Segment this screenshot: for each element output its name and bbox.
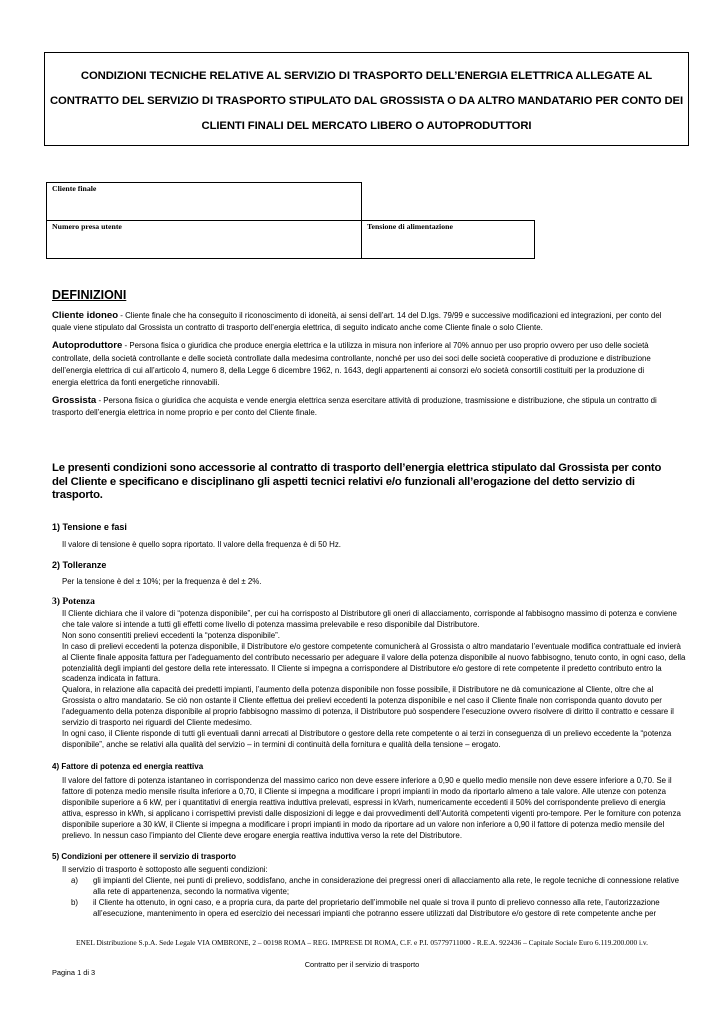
definitions-heading: DEFINIZIONI — [52, 288, 127, 302]
section-2-title: 2) Tolleranze — [52, 560, 107, 570]
list-item-text: il Cliente ha ottenuto, in ogni caso, e a propria cura, da parte del proprietario dell’immobile nel quale si trova il punto di prelievo connesso alla rete, l’autorizzazione all’esecuzione, mantenimento in opera ed esercizio dei necessari impianti che potranno essere utilizzati dal Distributore e/o gestore di rete competente anche per — [93, 897, 660, 918]
section-3-paragraph: In ogni caso, il Cliente risponde di tutti gli eventuali danni arrecati al Distributore o gestore della rete competente o ai terzi in conseguenza di un prelievo eccedente la “potenza disponibile”, anche se relativi alla qualità del servizio – in termini di continuità della fornitura e qualità della tensione – erogato. — [62, 728, 672, 749]
section-4-text: Il valore del fattore di potenza istantaneo in corrispondenza del massimo carico non deve essere inferiore a 0,90 e quello medio mensile non deve essere inferiore a 0,70. Se il fattore di potenza medio mensile risulta inferiore a 0,70, il Cliente si impegna a modificare i propri impianti in modo da riportarlo almeno a tale valore. Alle utenze con potenza disponibile superiore a 6 kW, per i quantitativi di energia reattiva induttiva prelevati, espressi in kVarh, numericamente eccedenti il 50% del corrispondente prelievo di energia attiva, espresso in kWh, si applicano i corrispettivi previsti dalle disposizioni di legge e dai provvedimenti dell’Autorità competenti vigenti pro-tempore. Per le forniture con potenza disponibile superiore a 30 kW, il Cliente si impegna a modificare i propri impianti in modo da riportare ad un valore non inferiore a 0,90 il fattore di potenza medio mensile del prelievo. In nessun caso l’impianto del Cliente deve erogare energia reattiva induttiva verso la rete del Distributore. — [62, 776, 681, 840]
company-footer: ENEL Distribuzione S.p.A. Sede Legale VIA OMBRONE, 2 – 00198 ROMA – REG. IMPRESE DI ROMA, C.F. e P.I. 05779711000 - R.E.A. 922436 – Capitale Sociale Euro 6.119.200.000 i.v. — [76, 938, 648, 947]
title-line-3: CLIENTI FINALI DEL MERCATO LIBERO O AUTOPRODUTTORI — [201, 120, 532, 132]
list-item-text: gli impianti del Cliente, nei punti di prelievo, soddisfano, anche in considerazione dei pregressi oneri di allacciamento alla rete, le regole tecniche di connessione relative alla rete di appartenenza, secondo la normativa vigente; — [93, 876, 680, 896]
list-item — [62, 898, 688, 920]
section-3-paragraph: Non sono consentiti prelievi eccedenti la “potenza disponibile”. — [62, 630, 280, 640]
definition-text: - Persona fisica o giuridica che acquista e vende energia elettrica senza esercitare attività di produzione, trasmissione e distribuzione, che stipula un contratto di trasporto dell’energia elettrica in nome proprio e per conto del Cliente finale. — [52, 396, 657, 418]
section-3-paragraph: In caso di prelievi eccedenti la potenza disponibile, il Distributore e/o gestore competente comunicherà al Grossista o altro mandatario l’eventuale modifica contrattuale ed invierà al Cliente finale apposita fattura per l’adeguamento del contributo necessario per adeguare il valore della potenza disponibile al nuovo fabbisogno, tenuto conto, in ogni caso, della potenzialità degli impianti del gestore della rete interessato. Il Cliente si impegna a corrispondere al Distributore e/o gestore di rete competente il predetto contributo entro la scadenza indicata in fattura. — [62, 641, 686, 684]
list-item-label: b) — [71, 897, 79, 907]
definition-term: Cliente idoneo — [52, 310, 119, 321]
definition-item — [52, 310, 668, 334]
definition-item — [52, 340, 668, 389]
list-item — [62, 876, 688, 898]
document-title — [45, 53, 688, 139]
section-4-number: 4) — [52, 762, 60, 771]
section-4-title — [52, 762, 203, 771]
definition-term: Grossista — [52, 395, 97, 407]
tensione-alimentazione-label: Tensione di alimentazione — [367, 222, 453, 231]
definition-term: Autoproduttore — [52, 340, 123, 352]
definitions-list — [52, 310, 668, 426]
section-1-title: 1) Tensione e fasi — [52, 522, 127, 532]
definition-text: - Cliente finale che ha conseguito il riconoscimento di idoneità, ai sensi dell’art. 14 del D.lgs. 79/99 e successive modificazioni ed integrazioni, per conto del quale viene stipulato dal Grossista un contratto di trasporto dell’energia elettrica, di seguito indicato anche come Cliente finale o solo Cliente. — [52, 311, 662, 333]
list-item-label: a) — [71, 876, 79, 885]
section-1-text: Il valore di tensione è quello sopra riportato. Il valore della frequenza è di 50 Hz. — [62, 540, 341, 549]
definition-item — [52, 395, 668, 419]
numero-presa-field[interactable] — [46, 220, 362, 259]
definition-text: - Persona fisica o giuridica che produce energia elettrica e la utilizza in misura non inferiore al 70% annuo per uso proprio ovvero per uso delle società controllate, della società controllante e delle società controllate dalla medesima controllante, nonché per uso dei soci delle società cooperative di produzione e distribuzione dell’energia elettrica di cui all’articolo 4, numero 8, della Legge 6 dicembre 1962, n. 1643, degli appartenenti ai consorzi e/o società consortili costituiti per la produzione di energia elettrica da fonti energetiche rinnovabili. — [52, 341, 651, 388]
cliente-finale-field[interactable] — [46, 182, 362, 221]
section-3-paragraph: Qualora, in relazione alla capacità dei predetti impianti, l’aumento della potenza disponibile non fosse possibile, il Distributore ne dà comunicazione al Cliente, oltre che al Grossista o altro mandatario. Se ciò non ostante il Cliente effettua dei prelievi eccedenti la potenza disponibile e nel caso il Cliente finale non corrisponda quanto dovuto per l’adeguamento della potenza disponibile al proprio fabbisogno massimo di potenza, il Distributore può sospendere l’esecuzione ovvero risolvere di diritto il contratto e cessare il servizio di trasporto nei riguardi del Cliente medesimo. — [62, 685, 674, 728]
section-3-body — [62, 609, 688, 751]
section-5-intro: Il servizio di trasporto è sottoposto alle seguenti condizioni: — [62, 865, 268, 874]
document-title-box — [44, 52, 689, 146]
section-5-title — [52, 852, 236, 861]
section-3-title: 3) Potenza — [52, 596, 95, 607]
tensione-alimentazione-field[interactable] — [361, 220, 535, 259]
lead-paragraph: Le presenti condizioni sono accessorie al contratto di trasporto dell’energia elettrica stipulato dal Grossista per conto del Cliente e specificano e disciplinano gli aspetti tecnici relativi e/o funzionali all’erogazione del detto servizio di trasporto. — [52, 462, 662, 502]
title-line-2: CONTRATTO DEL SERVIZIO DI TRASPORTO STIPULATO DAL GROSSISTA O DA ALTRO MANDATARIO PER CONTO DEI — [50, 95, 683, 107]
cliente-finale-label: Cliente finale — [52, 184, 97, 193]
section-5-number: 5) — [52, 852, 60, 861]
page-number: Pagina 1 di 3 — [52, 968, 96, 977]
section-2-text: Per la tensione è del ± 10%; per la frequenza è del ± 2%. — [62, 577, 262, 586]
title-line-1: CONDIZIONI TECNICHE RELATIVE AL SERVIZIO DI TRASPORTO DELL’ENERGIA ELETTRICA ALLEGATE AL — [80, 70, 653, 82]
contract-footer: Contratto per il servizio di trasporto — [304, 960, 420, 969]
section-5-list — [62, 876, 688, 920]
section-3-paragraph: Il Cliente dichiara che il valore di “potenza disponibile”, per cui ha corrisposto al Distributore gli oneri di allacciamento, corrisponde al fabbisogno massimo di potenza e conviene che tale valore si intende a tutti gli effetti come livello di potenza massima prelevabile e reso disponibile dal Distributore. — [62, 609, 677, 629]
numero-presa-label: Numero presa utente — [52, 222, 122, 231]
section-5-heading: Condizioni per ottenere il servizio di trasporto — [61, 852, 237, 861]
section-4-heading: Fattore di potenza ed energia reattiva — [61, 762, 204, 771]
